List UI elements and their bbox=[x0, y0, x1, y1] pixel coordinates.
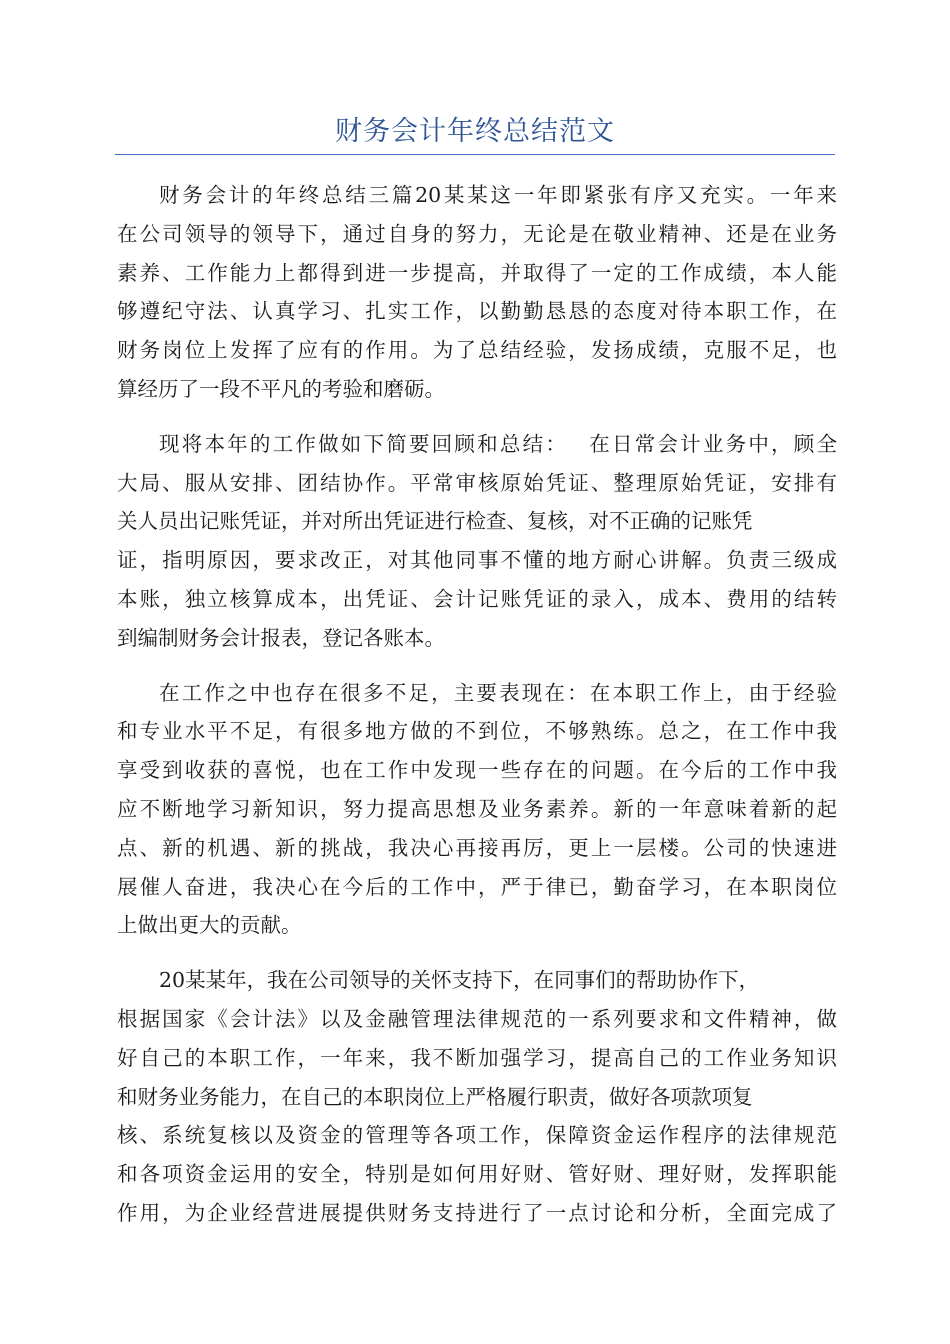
text-line: 展催人奋进，我决心在今后的工作中，严于律已，勤奋学习，在本职岗位 bbox=[117, 874, 837, 899]
text-line: 根据国家《会计法》以及金融管理法律规范的一系列要求和文件精神，做 bbox=[117, 1006, 837, 1031]
paragraph-2 bbox=[117, 425, 837, 658]
paragraph-4 bbox=[117, 961, 837, 1233]
text-line: 算经历了一段不平凡的考验和磨砺。 bbox=[117, 376, 445, 401]
document-title: 财务会计年终总结范文 bbox=[335, 116, 615, 147]
text-line: 和各项资金运用的安全，特别是如何用好财、管好财、理好财，发挥职能 bbox=[117, 1162, 837, 1187]
text-line: 素养、工作能力上都得到进一步提高，并取得了一定的工作成绩，本人能 bbox=[117, 260, 837, 285]
document-body bbox=[117, 176, 837, 1249]
paragraph-3 bbox=[117, 674, 837, 946]
text-line: 大局、服从安排、团结协作。平常审核原始凭证、整理原始凭证，安排有 bbox=[117, 470, 837, 495]
text-line: 作用，为企业经营进展提供财务支持进行了一点讨论和分析，全面完成了 bbox=[117, 1200, 837, 1225]
text-line: 和财务业务能力，在自己的本职岗位上严格履行职责，做好各项款项复 bbox=[117, 1084, 753, 1109]
text-line: 点、新的机遇、新的挑战，我决心再接再厉，更上一层楼。公司的快速进 bbox=[117, 835, 837, 860]
text-line: 证，指明原因，要求改正，对其他同事不懂的地方耐心讲解。负责三级成 bbox=[117, 548, 837, 573]
text-line: 和专业水平不足，有很多地方做的不到位，不够熟练。总之，在工作中我 bbox=[117, 719, 837, 744]
text-line: 应不断地学习新知识，努力提高思想及业务素养。新的一年意味着新的起 bbox=[117, 796, 837, 821]
text-line: 够遵纪守法、认真学习、扎实工作，以勤勤恳恳的态度对待本职工作，在 bbox=[117, 299, 837, 324]
text-line: 享受到收获的喜悦，也在工作中发现一些存在的问题。在今后的工作中我 bbox=[117, 758, 837, 783]
text-line: 好自己的本职工作，一年来，我不断加强学习，提高自己的工作业务知识 bbox=[117, 1045, 837, 1070]
text-line: 财务会计的年终总结三篇20某某这一年即紧张有序又充实。一年来 bbox=[159, 183, 837, 207]
text-line: 上做出更大的贡献。 bbox=[117, 913, 302, 938]
text-line: 在公司领导的领导下，通过自身的努力，无论是在敬业精神、还是在业务 bbox=[117, 221, 837, 246]
text-line: 现将本年的工作做如下简要回顾和总结： 在日常会计业务中，顾全 bbox=[159, 431, 837, 456]
text-line: 核、系统复核以及资金的管理等各项工作，保障资金运作程序的法律规范 bbox=[117, 1123, 837, 1148]
paragraph-1 bbox=[117, 176, 837, 409]
text-line: 关人员出记账凭证，并对所出凭证进行检查、复核，对不正确的记账凭 bbox=[117, 509, 753, 534]
text-line: 到编制财务会计报表，登记各账本。 bbox=[117, 625, 445, 650]
text-line: 财务岗位上发挥了应有的作用。为了总结经验，发扬成绩，克服不足，也 bbox=[117, 338, 837, 363]
text-line: 20某某年，我在公司领导的关怀支持下，在同事们的帮助协作下， bbox=[159, 968, 760, 993]
title-underline bbox=[115, 154, 835, 155]
text-line: 在工作之中也存在很多不足，主要表现在：在本职工作上，由于经验 bbox=[159, 680, 837, 705]
text-line: 本账，独立核算成本，出凭证、会计记账凭证的录入，成本、费用的结转 bbox=[117, 586, 837, 611]
